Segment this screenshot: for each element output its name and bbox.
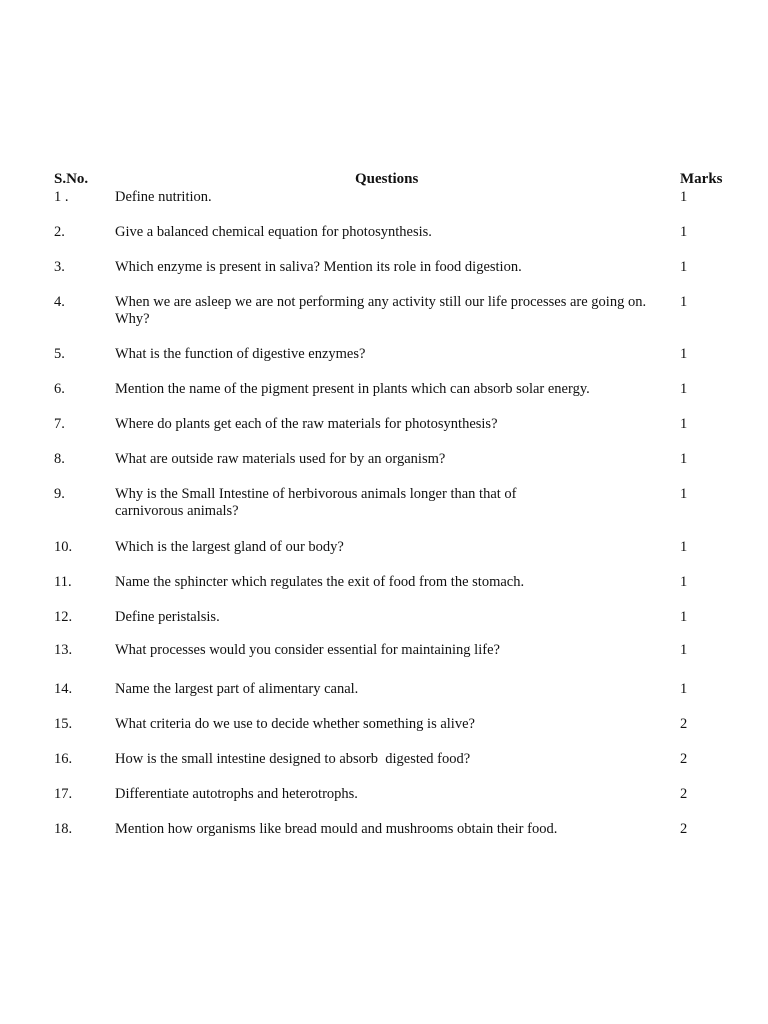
question-text: How is the small intestine designed to absorb digested food? (115, 751, 471, 767)
question-number: 9. (54, 486, 65, 502)
question-number: 1 . (54, 189, 69, 205)
question-marks: 1 (680, 486, 688, 502)
question-text: Name the largest part of alimentary canal. (115, 681, 359, 697)
question-marks: 1 (680, 539, 688, 555)
marks-column-heading: Marks (680, 171, 723, 187)
question-text: What criteria do we use to decide whether something is alive? (115, 716, 475, 732)
question-marks: 1 (680, 609, 688, 625)
question-number: 5. (54, 346, 65, 362)
question-marks: 2 (680, 786, 688, 802)
question-marks: 1 (680, 259, 688, 275)
question-text: Define peristalsis. (115, 609, 220, 625)
question-marks: 2 (680, 821, 688, 837)
question-marks: 1 (680, 346, 688, 362)
question-number: 15. (54, 716, 73, 732)
question-text: Define nutrition. (115, 189, 212, 205)
question-marks: 1 (680, 381, 688, 397)
table-header (0, 171, 768, 191)
question-marks: 1 (680, 189, 688, 205)
question-marks: 2 (680, 751, 688, 767)
question-number: 8. (54, 451, 65, 467)
question-number: 10. (54, 539, 73, 555)
question-text: Give a balanced chemical equation for photosynthesis. (115, 224, 432, 240)
question-text: Differentiate autotrophs and heterotrophs. (115, 786, 358, 802)
sno-column-heading: S.No. (54, 171, 89, 187)
question-text: Mention how organisms like bread mould and mushrooms obtain their food. (115, 821, 558, 837)
question-number: 17. (54, 786, 73, 802)
question-number: 7. (54, 416, 65, 432)
question-text: Why is the Small Intestine of herbivorous animals longer than that of carnivorous animals? (115, 486, 517, 519)
question-marks: 1 (680, 294, 688, 310)
question-text: Where do plants get each of the raw materials for photosynthesis? (115, 416, 498, 432)
question-text: Mention the name of the pigment present in plants which can absorb solar energy. (115, 381, 590, 397)
question-text: What is the function of digestive enzymes? (115, 346, 366, 362)
question-marks: 1 (680, 642, 688, 658)
questions-column-heading: Questions (355, 171, 419, 187)
question-marks: 1 (680, 681, 688, 697)
question-number: 12. (54, 609, 73, 625)
question-number: 16. (54, 751, 73, 767)
question-number: 3. (54, 259, 65, 275)
question-number: 2. (54, 224, 65, 240)
question-number: 13. (54, 642, 73, 658)
question-marks: 1 (680, 416, 688, 432)
question-number: 4. (54, 294, 65, 310)
question-text: What are outside raw materials used for by an organism? (115, 451, 446, 467)
question-marks: 1 (680, 574, 688, 590)
question-text: When we are asleep we are not performing any activity still our life processes are going on. Why? (115, 294, 647, 327)
question-number: 14. (54, 681, 73, 697)
question-number: 18. (54, 821, 73, 837)
question-text: Which enzyme is present in saliva? Mention its role in food digestion. (115, 259, 522, 275)
question-number: 6. (54, 381, 65, 397)
question-number: 11. (54, 574, 72, 590)
question-text: Which is the largest gland of our body? (115, 539, 344, 555)
question-text: Name the sphincter which regulates the exit of food from the stomach. (115, 574, 525, 590)
question-marks: 1 (680, 451, 688, 467)
question-marks: 2 (680, 716, 688, 732)
question-marks: 1 (680, 224, 688, 240)
question-text: What processes would you consider essential for maintaining life? (115, 642, 500, 658)
